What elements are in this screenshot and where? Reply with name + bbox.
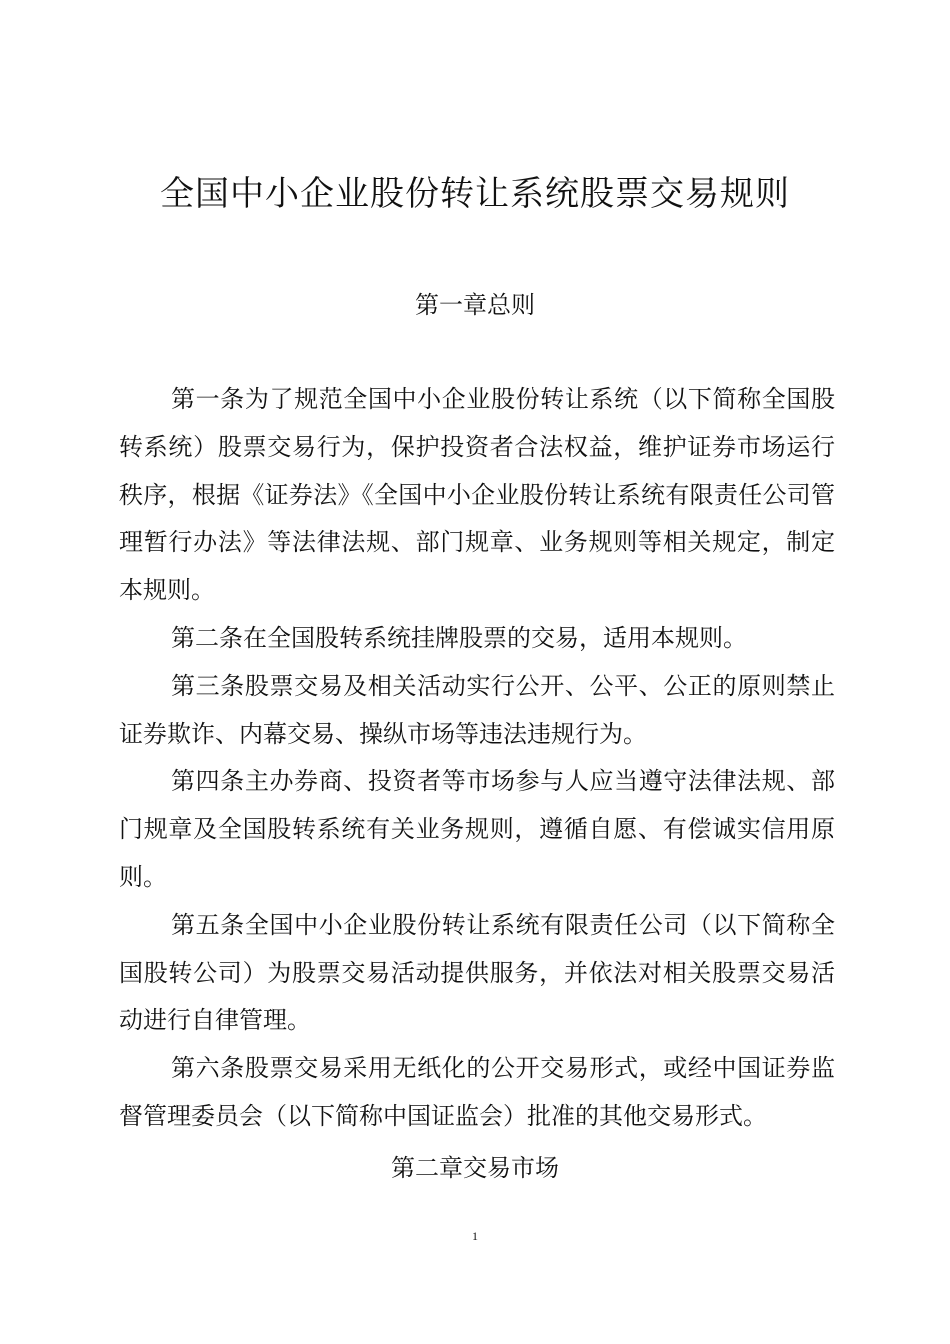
article-5: 第五条全国中小企业股份转让系统有限责任公司（以下简称全国股转公司）为股票交易活动提供服务，并依法对相关股票交易活动进行自律管理。 bbox=[119, 910, 835, 1035]
article-6: 第六条股票交易采用无纸化的公开交易形式，或经中国证券监督管理委员会（以下简称中国证监会）批准的其他交易形式。 bbox=[119, 1054, 835, 1130]
chapter-1-body bbox=[119, 376, 835, 1141]
article-3: 第三条股票交易及相关活动实行公开、公平、公正的原则禁止证券欺诈、内幕交易、操纵市场等违法违规行为。 bbox=[119, 671, 835, 748]
chapter-1-heading: 第一章总则 bbox=[415, 291, 535, 319]
article-2: 第二条在全国股转系统挂牌股票的交易，适用本规则。 bbox=[171, 623, 747, 652]
document-title: 全国中小企业股份转让系统股票交易规则 bbox=[160, 174, 790, 214]
article-1: 第一条为了规范全国中小企业股份转让系统（以下简称全国股转系统）股票交易行为，保护投资者合法权益，维护证券市场运行秩序，根据《证券法》《全国中小企业股份转让系统有限责任公司管理暂行办法》等法律法规、部门规章、业务规则等相关规定，制定本规则。 bbox=[119, 385, 835, 605]
article-4: 第四条主办券商、投资者等市场参与人应当遵守法律法规、部门规章及全国股转系统有关业务规则，遵循自愿、有偿诚实信用原则。 bbox=[119, 767, 835, 891]
chapter-2-heading: 第二章交易市场 bbox=[391, 1154, 559, 1182]
page-number: 1 bbox=[472, 1229, 478, 1243]
